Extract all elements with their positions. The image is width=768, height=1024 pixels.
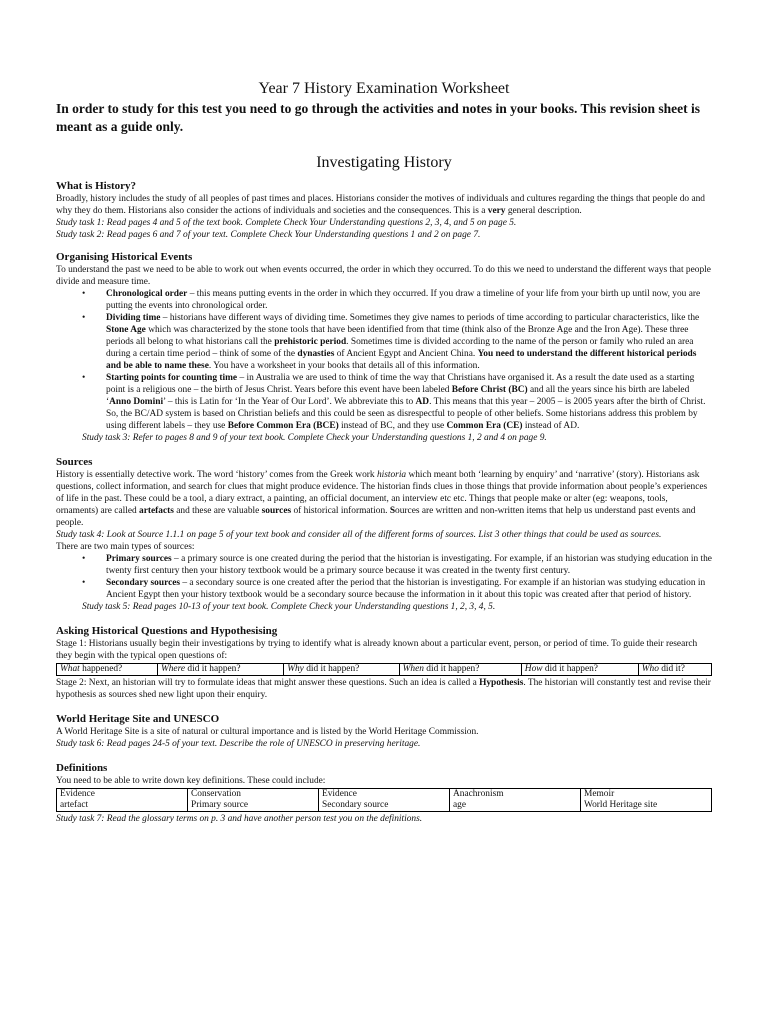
organising-list — [56, 288, 712, 432]
table-cell: Where did it happen? — [157, 664, 283, 676]
paragraph-stage-2: Stage 2: Next, an historian will try to formulate ideas that might answer these questions. Such an idea is called a Hypothesis. The historian will constantly test and revise their hypothesis as sources shed new light upon their enquiry. — [56, 678, 711, 700]
heading-what-is-history: What is History? — [56, 180, 137, 192]
study-task-3: Study task 3: Refer to pages 8 and 9 of your text book. Complete Check your Understanding questions 1, 2 and 4 on page 9. — [82, 433, 547, 443]
heading-asking-questions: Asking Historical Questions and Hypothesising — [56, 625, 278, 637]
table-cell: When did it happen? — [399, 664, 521, 676]
study-task-2: Study task 2: Read pages 6 and 7 of your text. Complete Check Your Understanding questions 1 and 2 on page 7. — [56, 230, 481, 240]
worksheet-page — [56, 80, 712, 825]
list-item-primary-sources: • Primary sources – a primary source is one created during the period that the historian is investigating. For example, if an historian was studying education in the twenty first century then your history textbook would be a primary source because it was created in the twenty first century. — [106, 553, 712, 577]
table-cell: Memoir World Heritage site — [581, 789, 712, 812]
paragraph-stage-1: Stage 1: Historians usually begin their investigations by trying to identify what is already known about a particular event, person, or period of time. To guide their research they begin with the typical open questions of: — [56, 639, 698, 661]
table-cell: How did it happen? — [521, 664, 638, 676]
list-item-chronological-order: • Chronological order – this means putting events in the order in which they occurred. If you draw a timeline of your life from your birth up until now, you are putting the events into chronological order. — [106, 288, 712, 312]
paragraph-organising-intro: To understand the past we need to be able to work out when events occurred, the order in which they occurred. To do this we need to understand the different ways that people divide and measure time. — [56, 265, 711, 287]
heading-organising-events: Organising Historical Events — [56, 251, 193, 263]
list-item-starting-points: • Starting points for counting time – in Australia we are used to think of time the way that Christians have organised it. As a result the date used as a starting point is a religious one – the birth of Jesus Christ. Years before this event have been labeled Before Christ (BC) and all the years since his birth are labeled ‘Anno Domini’ – this is Latin for ‘In the Year of Our Lord’. We abbreviate this to AD. This means that this year – 2005 – is 2005 years after the birth of Christ. So, the BC/AD system is based on Christian beliefs and this could be seen as disrespectful to people of other beliefs. Some historians address this problem by using different labels – they use Before Common Era (BCE) instead of BC, and they use Common Era (CE) instead of AD. — [106, 372, 712, 432]
table-cell: Evidence artefact — [57, 789, 188, 812]
study-task-6: Study task 6: Read pages 24-5 of your text. Describe the role of UNESCO in preserving heritage. — [56, 739, 421, 749]
intro-note: In order to study for this test you need to go through the activities and notes in your books. This revision sheet is meant as a guide only. — [56, 101, 700, 134]
list-item-secondary-sources: • Secondary sources – a secondary source is one created after the period that the historian is investigating. For example if an historian was studying education in Ancient Egypt then your history textbook would be a secondary source because the information in it about this topic was created after that period of history. — [106, 577, 712, 601]
table-cell: Anachronism age — [450, 789, 581, 812]
study-task-7: Study task 7: Read the glossary terms on p. 3 and have another person test you on the definitions. — [56, 814, 423, 824]
table-row — [57, 789, 712, 812]
heading-world-heritage: World Heritage Site and UNESCO — [56, 713, 220, 725]
source-types-list — [56, 553, 712, 601]
study-task-1: Study task 1: Read pages 4 and 5 of the text book. Complete Check Your Understanding questions 2, 3, 4, and 5 on page 5. — [56, 218, 517, 228]
questions-table — [56, 663, 712, 676]
paragraph-sources: History is essentially detective work. The word ‘history’ comes from the Greek work historia which meant both ‘learning by enquiry’ and ‘narrative’ (story). Historians ask questions, collect information, and search for clues that might produce evidence. The historian finds clues in those things that provide information about people’s experiences of life in the past. These could be a tool, a diary extract, a painting, an official document, an interview etc etc. Things that people make or alter (eg: weapons, tools, ornaments) are called artefacts and these are valuable sources of historical information. Sources are written and non-written items that help us understand past events and people. — [56, 470, 708, 528]
two-types-intro: There are two main types of sources: — [56, 542, 195, 552]
study-task-4: Study task 4: Look at Source 1.1.1 on page 5 of your text book and consider all of the different forms of sources. List 3 other things that could be used as sources. — [56, 530, 662, 540]
heading-sources: Sources — [56, 456, 93, 468]
table-row — [57, 664, 712, 676]
list-item-dividing-time: • Dividing time – historians have different ways of dividing time. Sometimes they give names to periods of time according to particular characteristics, like the Stone Age which was characterized by the stone tools that have been identified from that time (think also of the Bronze Age and the Iron Age). These three periods all belong to what historians call the prehistoric period. Sometimes time is divided according to the name of the person or family who ruled an area during a certain time period – think of some of the dynasties of Ancient Egypt and Ancient China. You need to understand the different historical periods and be able to name these. You have a worksheet in your books that details all of this information. — [106, 312, 712, 372]
table-cell: Evidence Secondary source — [319, 789, 450, 812]
paragraph-world-heritage: A World Heritage Site is a site of natural or cultural importance and is listed by the World Heritage Commission. — [56, 727, 479, 737]
table-cell: Conservation Primary source — [188, 789, 319, 812]
paragraph-what-is-history: Broadly, history includes the study of all peoples of past times and places. Historians consider the motives of individuals and cultures regarding the things that people do and why they do them. Historians also consider the actions of individuals and societies and the consequences. This is a very general description. — [56, 194, 705, 216]
table-cell: What happened? — [57, 664, 158, 676]
heading-definitions: Definitions — [56, 762, 108, 774]
definitions-table — [56, 788, 712, 812]
table-cell: Who did it? — [638, 664, 711, 676]
section-title: Investigating History — [316, 154, 452, 171]
paragraph-definitions-intro: You need to be able to write down key definitions. These could include: — [56, 776, 326, 786]
table-cell: Why did it happen? — [284, 664, 399, 676]
study-task-5: Study task 5: Read pages 10-13 of your text book. Complete Check your Understanding questions 1, 2, 3, 4, 5. — [82, 602, 496, 612]
document-title: Year 7 History Examination Worksheet — [258, 80, 510, 97]
